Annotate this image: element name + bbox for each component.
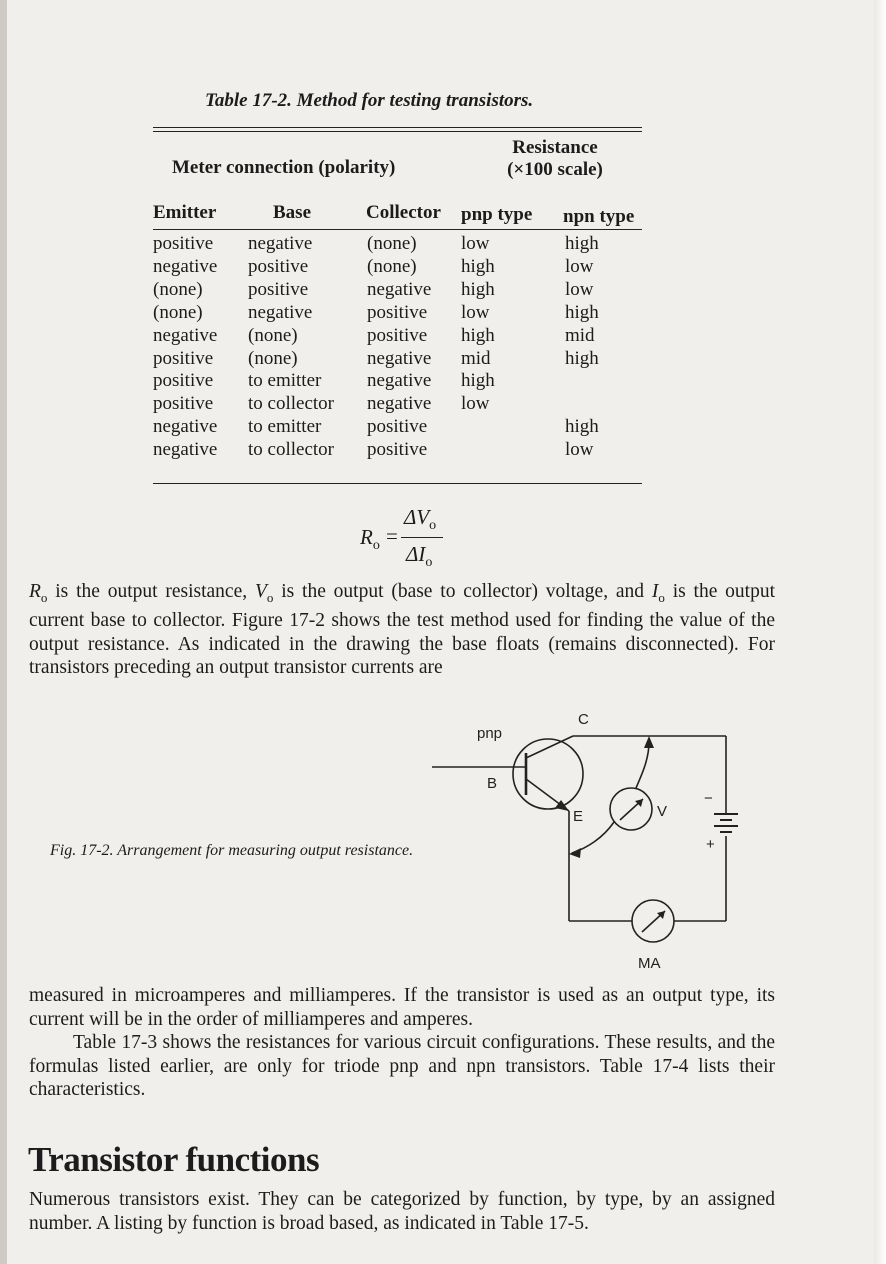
page-right-edge <box>874 0 886 1264</box>
table-cell-npn: high <box>565 301 599 323</box>
table-cell-emitter: positive <box>153 347 214 369</box>
table-cell-base: (none) <box>248 324 298 346</box>
voltmeter-lead-collector <box>636 742 649 788</box>
transistor-envelope <box>513 739 583 809</box>
table-cell-base: negative <box>248 301 313 323</box>
label-voltmeter: V <box>657 803 668 820</box>
voltmeter-lead-arrow-collector <box>644 736 654 748</box>
table-cell-npn: high <box>565 416 599 438</box>
table-cell-collector: positive <box>367 301 428 323</box>
table-cell-npn: low <box>565 255 594 277</box>
table-cell-pnp: low <box>461 393 490 415</box>
paragraph-measured: measured in microamperes and milliamperes. If the transistor is used as an output type, its current will be in the order of milliamperes and amperes. <box>29 985 775 1030</box>
table-cell-emitter: (none) <box>153 278 203 300</box>
equation-equals: = <box>386 524 398 548</box>
table-cell-base: negative <box>248 233 313 254</box>
paragraph-numerous-transistors: Numerous transistors exist. They can be categorized by function, by type, by an assigned number. A listing by function is broad based, as indicated in Table 17-5. <box>29 1189 775 1234</box>
table-cell-pnp: high <box>461 370 495 392</box>
column-header-npn-type: npn type <box>563 206 635 227</box>
label-pnp: pnp <box>477 725 503 742</box>
table-cell-npn: high <box>565 347 599 369</box>
table-top-rule <box>153 127 642 128</box>
table-cell-base: (none) <box>248 347 298 369</box>
header-resistance <box>480 137 630 181</box>
table-cell-collector: positive <box>367 439 428 461</box>
column-header-collector: Collector <box>366 202 441 223</box>
table-cell-emitter: positive <box>153 370 214 392</box>
page-left-edge <box>0 0 7 1264</box>
figure-caption: Fig. 17-2. Arrangement for measuring output resistance. <box>50 842 414 859</box>
equation-lhs: $R_o$ <box>360 525 380 554</box>
column-header-pnp-type: pnp type <box>461 204 533 225</box>
table-cell-collector: (none) <box>367 233 417 254</box>
table-cell-base: to emitter <box>248 416 322 438</box>
table-cell-collector: (none) <box>367 255 417 277</box>
table-cell-emitter: positive <box>153 393 214 415</box>
table-cell-pnp: mid <box>461 347 491 369</box>
table-cell-npn: mid <box>565 324 595 346</box>
paragraph-table-17-3: Table 17-3 shows the resistances for various circuit configurations. These results, and the formulas listed earlier, are only for triode pnp and npn transistors. Table 17-4 lists their characteristics. <box>29 1032 775 1100</box>
table-cell-pnp: high <box>461 324 495 346</box>
table-cell-emitter: negative <box>153 255 218 277</box>
table-cell-pnp: high <box>461 278 495 300</box>
section-heading-transistor-functions: Transistor functions <box>28 1140 320 1179</box>
table-cell-collector: positive <box>367 416 428 438</box>
column-header-base: Base <box>273 202 311 223</box>
equation-numerator: $\Delta V_o$ <box>404 505 437 534</box>
voltmeter-lead-emitter <box>572 822 614 853</box>
table-cell-base: to collector <box>248 439 334 461</box>
table-bottom-rule <box>153 483 642 484</box>
table-header-rule <box>153 229 642 230</box>
table-cell-pnp: low <box>461 301 490 323</box>
table-cell-emitter: positive <box>153 233 214 254</box>
table-cell-emitter: negative <box>153 439 218 461</box>
label-collector: C <box>578 711 589 728</box>
label-milliammeter: MA <box>638 955 661 972</box>
header-resistance-line1: Resistance <box>512 137 598 158</box>
paragraph-measured-currents <box>29 984 775 1102</box>
header-resistance-line2: (×100 scale) <box>507 159 603 180</box>
table-cell-base: positive <box>248 255 309 277</box>
table-cell-collector: negative <box>367 278 432 300</box>
voltmeter-lead-arrow-emitter <box>569 848 581 858</box>
table-cell-base: positive <box>248 278 309 300</box>
table-cell-base: to collector <box>248 393 334 415</box>
table-top-rule-2 <box>153 131 642 132</box>
table-cell-npn: high <box>565 233 599 254</box>
paragraph-output-resistance: $R_o$ is the output resistance, $V_o$ is the output (base to collector) voltage, and $I_o$ is the output current base to collector. Figure 17-2 shows the test method used for finding the value of the output resistance. As indicated in the drawing the base floats (remains disconnected). For transistors preceding an output transistor currents are <box>29 581 776 679</box>
table-cell-npn: low <box>565 278 594 300</box>
label-base: B <box>487 775 498 792</box>
equation-denominator: $\Delta I_o$ <box>406 542 433 571</box>
fraction-bar <box>401 537 443 538</box>
table-caption: Table 17-2. Method for testing transistors. <box>205 90 534 111</box>
column-header-emitter: Emitter <box>153 202 217 223</box>
table-cell-npn: low <box>565 439 594 461</box>
table-cell-collector: negative <box>367 347 432 369</box>
table-cell-emitter: (none) <box>153 301 203 323</box>
table-cell-emitter: negative <box>153 416 218 438</box>
header-meter-connection: Meter connection (polarity) <box>172 157 396 178</box>
table-cell-collector: positive <box>367 324 428 346</box>
table-cell-collector: negative <box>367 393 432 415</box>
figure-17-2-circuit <box>425 700 755 975</box>
table-cell-pnp: high <box>461 255 495 277</box>
label-emitter: E <box>573 808 584 825</box>
label-battery-minus: − <box>704 790 713 807</box>
table-cell-emitter: negative <box>153 324 218 346</box>
table-cell-base: to emitter <box>248 370 322 392</box>
label-battery-plus: + <box>706 836 715 853</box>
table-cell-collector: negative <box>367 370 432 392</box>
table-cell-pnp: low <box>461 233 490 254</box>
